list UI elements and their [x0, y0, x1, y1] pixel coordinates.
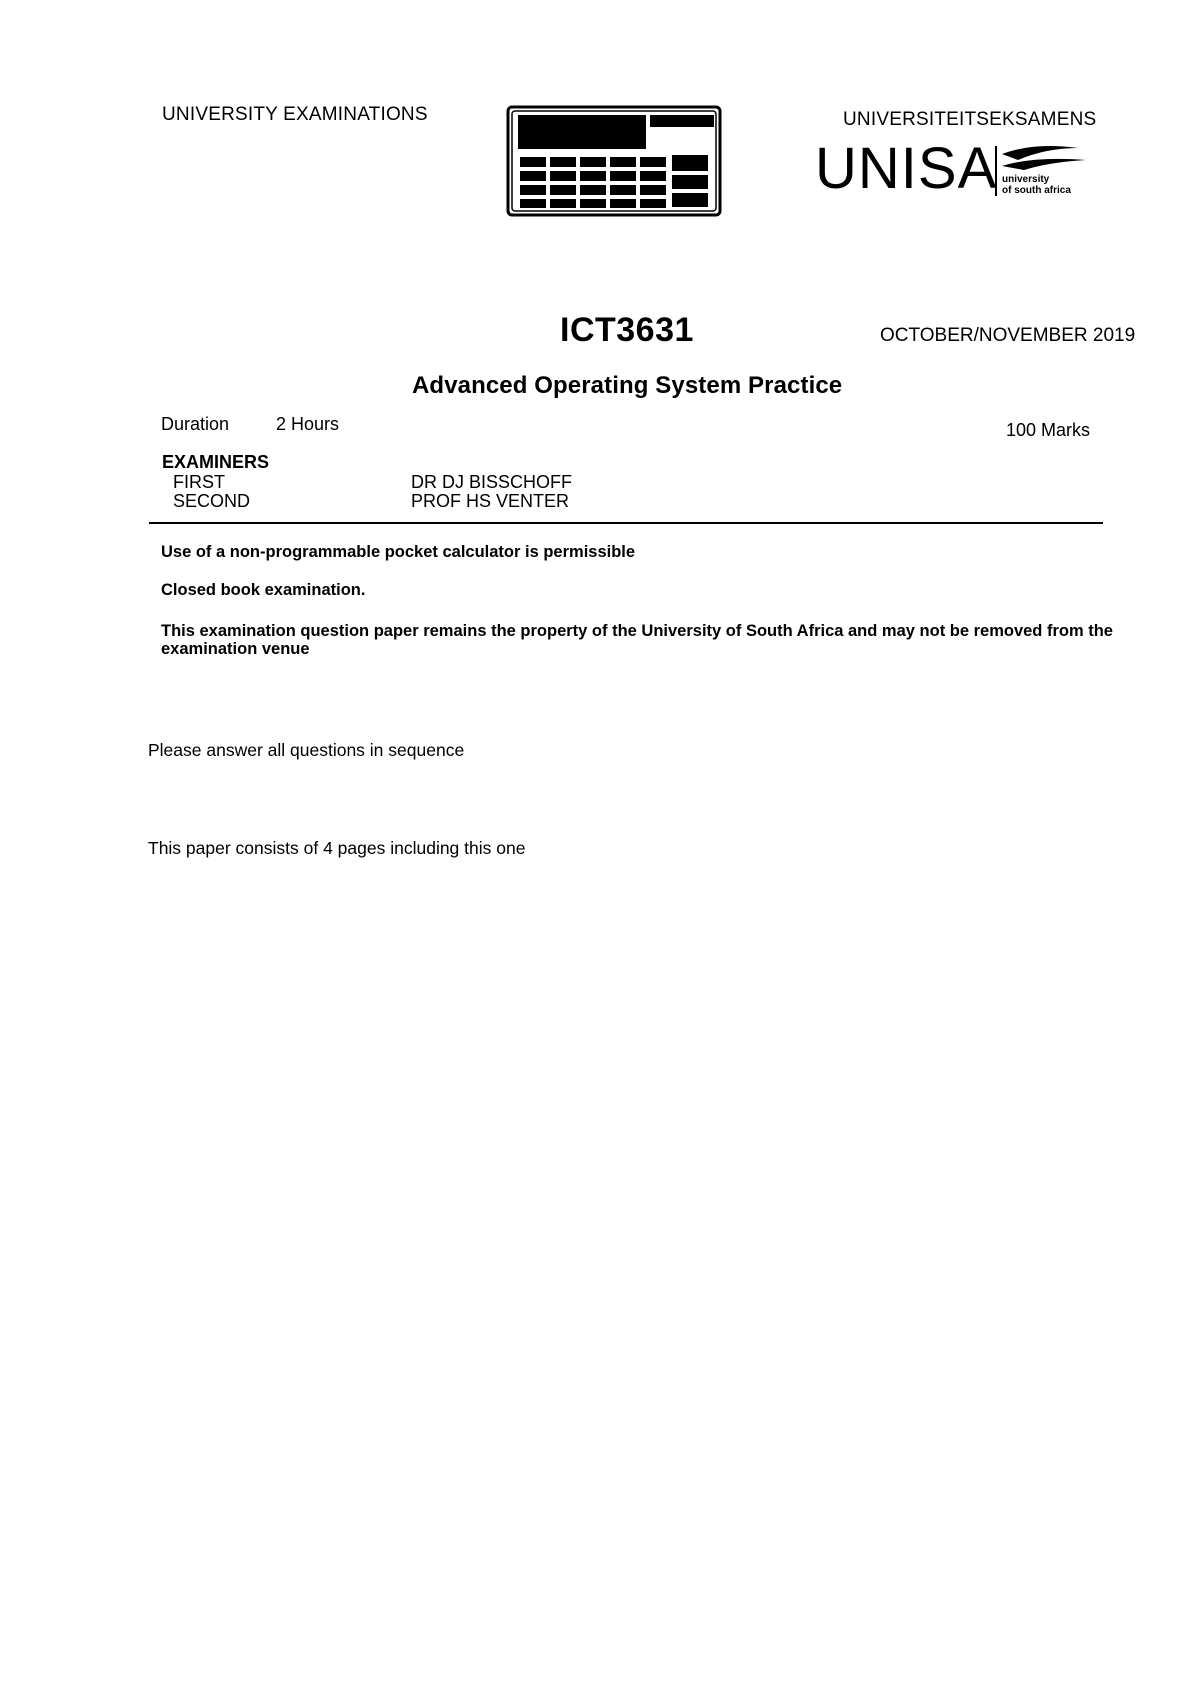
unisa-wordmark: UNISA [815, 136, 998, 201]
duration-value: 2 Hours [276, 414, 340, 434]
second-examiner-name: PROF HS VENTER [411, 491, 570, 511]
second-examiner-label: SECOND [173, 491, 251, 511]
answer-instruction: Please answer all questions in sequence [148, 740, 465, 760]
unisa-tagline-1: university [1002, 174, 1050, 185]
first-examiner-label: FIRST [173, 472, 225, 492]
total-marks: 100 Marks [1006, 420, 1091, 440]
unisa-tagline-2: of south africa [1002, 185, 1071, 196]
course-code: ICT3631 [560, 311, 694, 349]
exam-session: OCTOBER/NOVEMBER 2019 [880, 325, 1136, 346]
unisa-emblem-icon [994, 144, 1094, 198]
property-note: This examination question paper remains the property of the University of South Africa and may not be removed from the examination venue [161, 622, 1113, 658]
closed-book-note: Closed book examination. [161, 581, 366, 599]
header-title-afrikaans: UNIVERSITEITSEKSAMENS [843, 109, 1097, 130]
unisa-logo [815, 136, 1100, 210]
duration-label: Duration [161, 414, 230, 434]
calculator-note: Use of a non-programmable pocket calculator is permissible [161, 543, 636, 561]
header-divider [149, 522, 1103, 524]
calculator-icon [506, 105, 722, 217]
course-title: Advanced Operating System Practice [412, 372, 843, 399]
examiners-heading: EXAMINERS [162, 452, 270, 472]
page-count-instruction: This paper consists of 4 pages including this one [148, 838, 526, 858]
header-title-english: UNIVERSITY EXAMINATIONS [162, 104, 428, 125]
first-examiner-name: DR DJ BISSCHOFF [411, 472, 573, 492]
